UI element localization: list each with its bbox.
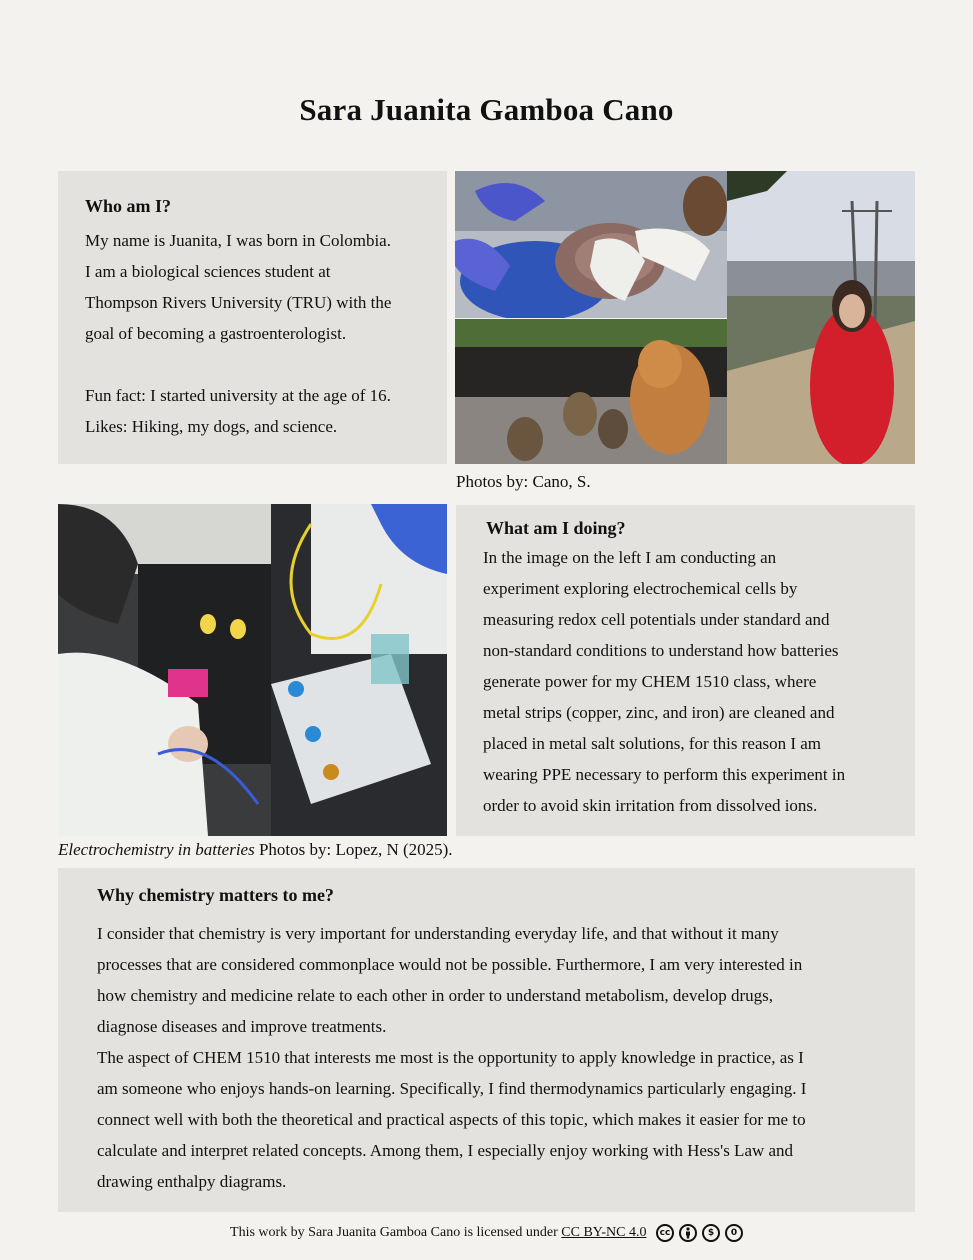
why-heading: Why chemistry matters to me? <box>97 885 334 905</box>
doing-line: experiment exploring electrochemical cells by <box>483 579 798 598</box>
by-icon <box>679 1224 697 1242</box>
caption-2-rest: Photos by: Lopez, N (2025). <box>254 840 453 859</box>
cc-icons <box>656 1224 743 1242</box>
why-line: diagnose diseases and improve treatments. <box>97 1017 387 1036</box>
zero-icon: 0 <box>725 1224 743 1242</box>
doing-heading: What am I doing? <box>486 518 626 538</box>
photo-hiking <box>727 171 915 464</box>
photos-caption-1: Photos by: Cano, S. <box>456 472 591 491</box>
why-line: I consider that chemistry is very important for understanding everyday life, and that without it many <box>97 924 779 943</box>
doing-line: non-standard conditions to understand how batteries <box>483 641 839 660</box>
doing-line: generate power for my CHEM 1510 class, where <box>483 672 817 691</box>
photo-dogs <box>455 319 727 464</box>
why-chemistry-panel <box>58 868 915 1212</box>
cc-icon: cc <box>656 1224 674 1242</box>
photo-brain-dissection <box>455 171 727 318</box>
what-am-i-doing-panel <box>456 505 915 836</box>
photo-lab-solutions <box>271 504 447 836</box>
likes: Likes: Hiking, my dogs, and science. <box>85 417 338 436</box>
why-line: connect well with both the theoretical and practical aspects of this topic, which makes it easier for me to <box>97 1110 806 1129</box>
doing-line: In the image on the left I am conducting an <box>483 548 777 567</box>
doing-line: placed in metal salt solutions, for this reason I am <box>483 734 822 753</box>
doing-line: metal strips (copper, zinc, and iron) are cleaned and <box>483 703 835 722</box>
fun-fact: Fun fact: I started university at the age of 16. <box>85 386 391 405</box>
license-footer <box>0 1224 973 1242</box>
why-line: am someone who enjoys hands-on learning. Specifically, I find thermodynamics particularly engaging. I <box>97 1079 807 1098</box>
photo-lab-experiment <box>58 504 271 836</box>
why-line: calculate and interpret related concepts. Among them, I especially enjoy working with Hess's Law and <box>97 1141 794 1160</box>
why-line: how chemistry and medicine relate to each other in order to understand metabolism, develop drugs, <box>97 986 774 1005</box>
who-line: goal of becoming a gastroenterologist. <box>85 324 347 343</box>
who-line: Thompson Rivers University (TRU) with the <box>85 293 392 312</box>
why-line: The aspect of CHEM 1510 that interests me most is the opportunity to apply knowledge in practice, as I <box>97 1048 804 1067</box>
photos-caption-2 <box>58 840 453 860</box>
who-line: My name is Juanita, I was born in Colombia. <box>85 231 391 250</box>
page-title: Sara Juanita Gamboa Cano <box>299 92 674 127</box>
doing-line: order to avoid skin irritation from dissolved ions. <box>483 796 818 815</box>
who-heading: Who am I? <box>85 196 172 216</box>
doing-line: wearing PPE necessary to perform this experiment in <box>483 765 846 784</box>
license-link[interactable]: CC BY-NC 4.0 <box>561 1225 647 1241</box>
nc-icon: $ <box>702 1224 720 1242</box>
doing-line: measuring redox cell potentials under standard and <box>483 610 830 629</box>
why-line: processes that are considered commonplace would not be possible. Furthermore, I am very interested in <box>97 955 803 974</box>
why-line: drawing enthalpy diagrams. <box>97 1172 287 1191</box>
caption-2-italic: Electrochemistry in batteries <box>58 840 255 859</box>
who-am-i-panel <box>58 171 447 464</box>
who-line: I am a biological sciences student at <box>85 262 331 281</box>
license-text: This work by Sara Juanita Gamboa Cano is licensed under <box>230 1225 562 1241</box>
